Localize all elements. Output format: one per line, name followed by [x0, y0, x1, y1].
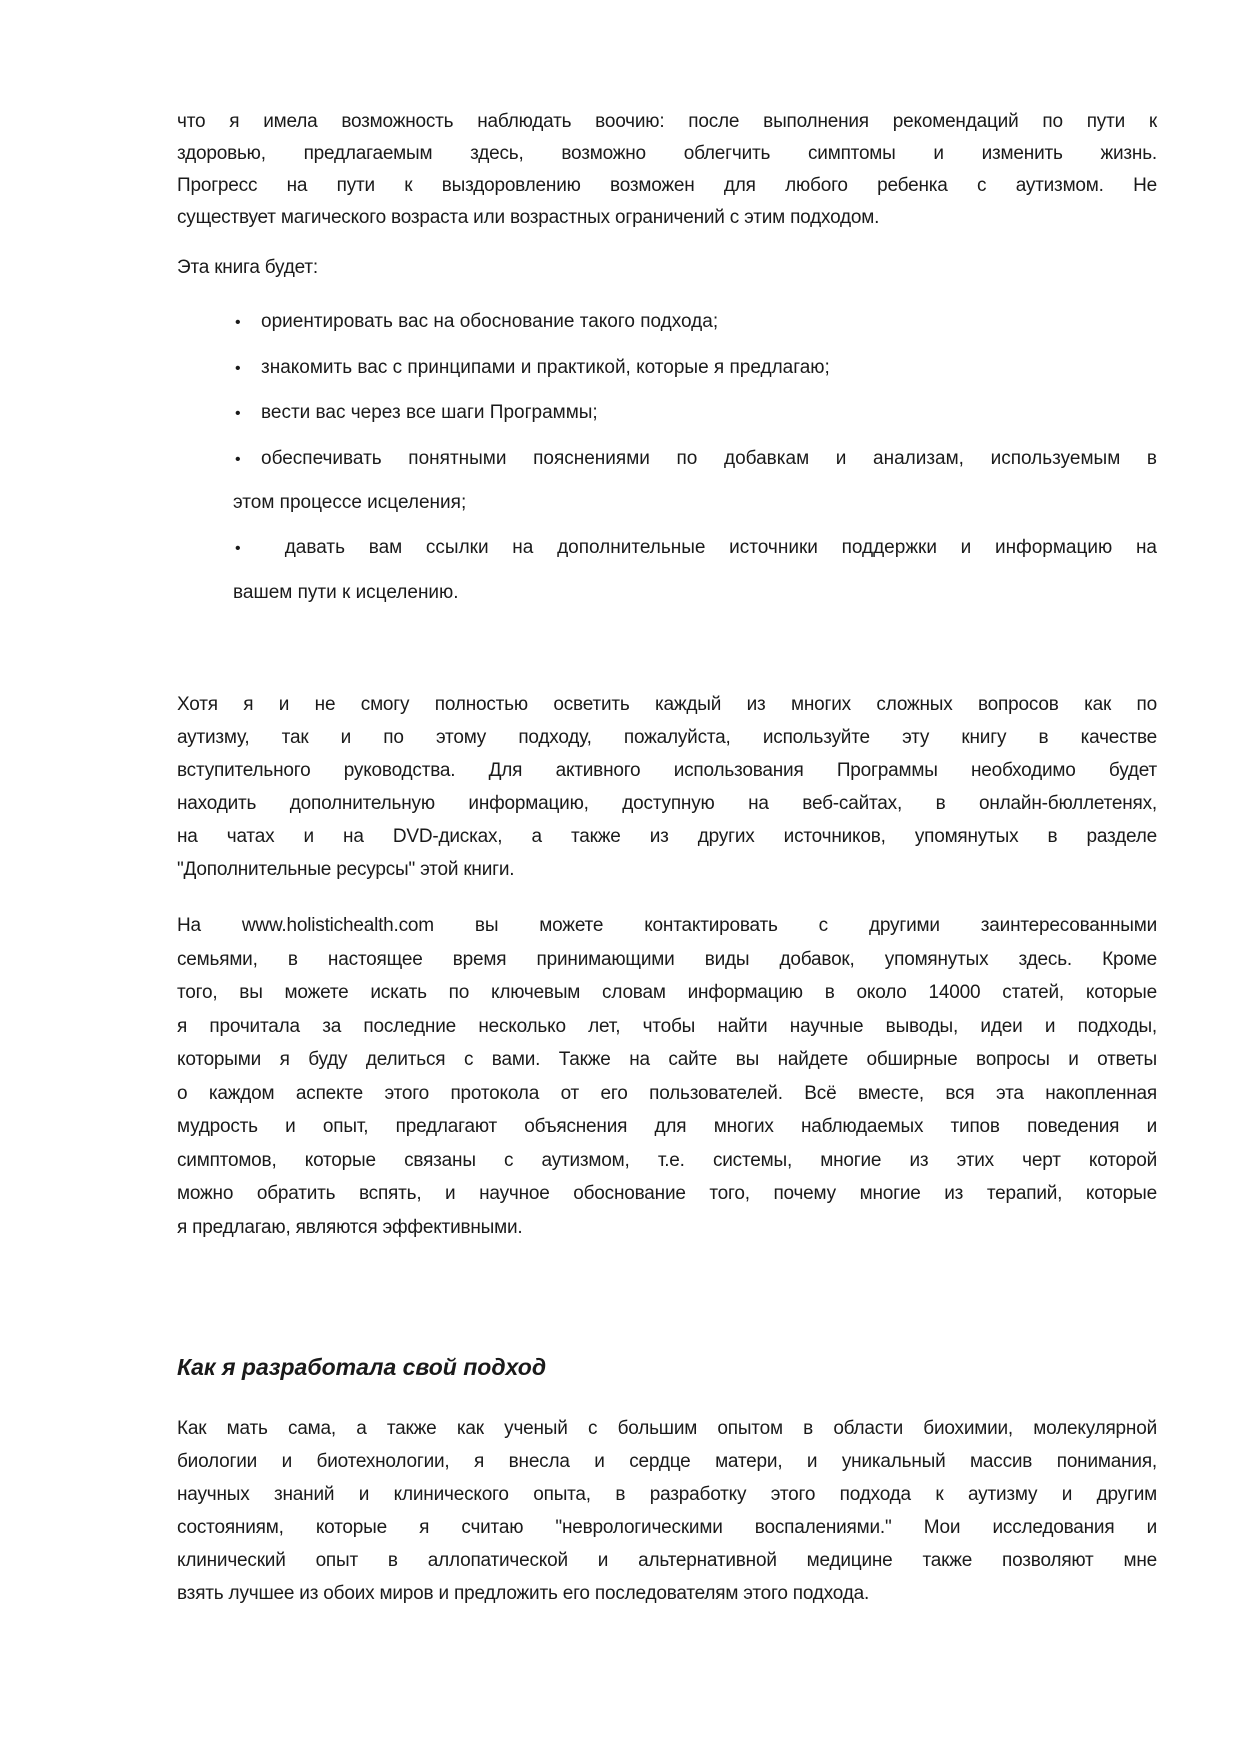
bullet-item	[235, 350, 1157, 386]
text-line: На www.holistichealth.com вы можете контактировать с другими заинтересованными	[177, 915, 1157, 936]
text-line: клинический опыт в аллопатической и альтернативной медицине также позволяют мне	[177, 1550, 1157, 1571]
text-line: мудрость и опыт, предлагают объяснения для многих наблюдаемых типов поведения и	[177, 1116, 1157, 1137]
bullet-text: знакомить вас с принципами и практикой, которые я предлагаю;	[261, 357, 830, 378]
text-line: можно обратить вспять, и научное обоснование того, почему многие из терапий, которые	[177, 1183, 1157, 1204]
text-line: вступительного руководства. Для активного использования Программы необходимо будет	[177, 760, 1157, 781]
text-line: "Дополнительные ресурсы" этой книги.	[177, 859, 515, 880]
website-paragraph	[177, 909, 1157, 1244]
text-line: Прогресс на пути к выздоровлению возможен для любого ребенка с аутизмом. Не	[177, 175, 1157, 196]
text-line: научных знаний и клинического опыта, в разработку этого подхода к аутизму и другим	[177, 1484, 1157, 1505]
text-line: биологии и биотехнологии, я внесла и сердце матери, и уникальный массив понимания,	[177, 1451, 1157, 1472]
bullet-text: этом процессе исцеления;	[233, 492, 467, 513]
bullet-item	[235, 530, 1157, 566]
text-line: на чатах и на DVD-дисках, а также из других источников, упомянутых в разделе	[177, 826, 1157, 847]
text-line: аутизму, так и по этому подходу, пожалуйста, используйте эту книгу в качестве	[177, 727, 1157, 748]
intro-paragraph	[177, 106, 1157, 234]
bullet-continuation	[233, 485, 1157, 520]
bullet-text: обеспечивать понятными пояснениями по добавкам и анализам, используемым в	[261, 448, 1157, 469]
bullet-marker: •	[235, 360, 241, 377]
text-line: которыми я буду делиться с вами. Также на сайте вы найдете обширные вопросы и ответы	[177, 1049, 1157, 1070]
bullet-marker: •	[235, 314, 241, 331]
text-line: симптомов, которые связаны с аутизмом, т.е. системы, многие из этих черт которой	[177, 1149, 1157, 1171]
bullet-item	[235, 304, 1157, 340]
guide-paragraph	[177, 688, 1157, 886]
bullet-text: давать вам ссылки на дополнительные источники поддержки и информацию на	[261, 537, 1157, 558]
text-line: того, вы можете искать по ключевым словам информацию в около 14000 статей, которые	[177, 982, 1157, 1003]
bullet-marker: •	[235, 405, 241, 422]
bullet-text: вашем пути к исцелению.	[233, 582, 459, 603]
bullet-marker: •	[235, 540, 241, 557]
text-line: здоровью, предлагаемым здесь, возможно облегчить симптомы и изменить жизнь.	[177, 143, 1157, 164]
text-line: о каждом аспекте этого протокола от его пользователей. Всё вместе, вся эта накопленная	[177, 1082, 1157, 1104]
text-line: находить дополнительную информацию, доступную на веб-сайтах, в онлайн-бюллетенях,	[177, 793, 1157, 814]
text-line: я предлагаю, являются эффективными.	[177, 1216, 523, 1238]
text-line: Эта книга будет:	[177, 257, 318, 278]
text-line: взять лучшее из обоих миров и предложить его последователям этого подхода.	[177, 1583, 870, 1604]
bullet-marker: •	[235, 451, 241, 468]
bullet-text: ориентировать вас на обоснование такого подхода;	[261, 311, 719, 332]
text-line: Как мать сама, а также как ученый с большим опытом в области биохимии, молекулярной	[177, 1418, 1157, 1439]
bullet-item	[235, 395, 1157, 431]
text-line: семьями, в настоящее время принимающими виды добавок, упомянутых здесь. Кроме	[177, 948, 1157, 970]
text-line: состояниям, которые я считаю "неврологическими воспалениями." Мои исследования и	[177, 1517, 1157, 1538]
approach-paragraph	[177, 1412, 1157, 1610]
text-line: существует магического возраста или возрастных ограничений с этим подходом.	[177, 207, 880, 228]
text-line: я прочитала за последние несколько лет, чтобы найти научные выводы, идеи и подходы,	[177, 1015, 1157, 1037]
bullet-continuation	[233, 575, 1157, 610]
bullet-text: вести вас через все шаги Программы;	[261, 402, 598, 423]
text-line: что я имела возможность наблюдать воочию: после выполнения рекомендаций по пути к	[177, 111, 1157, 132]
list-intro	[177, 250, 1157, 285]
section-heading: Как я разработала свой подход	[177, 1354, 547, 1380]
bullet-item	[235, 441, 1157, 477]
text-line: Хотя я и не смогу полностью осветить каждый из многих сложных вопросов как по	[177, 694, 1157, 715]
